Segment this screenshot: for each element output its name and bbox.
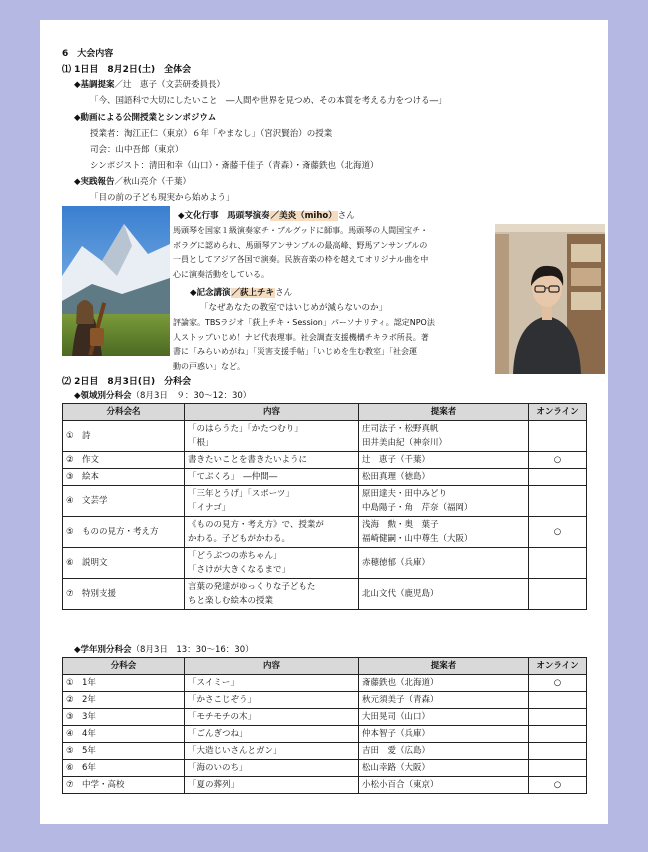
row-number: ② [66,455,74,465]
content-line: 書きたいことを書きたいように [188,455,308,465]
online-cell: ○ [529,517,587,548]
content-cell [185,421,359,452]
content-cell [185,486,359,517]
culture-performer-a: 馬頭琴演奏 [227,211,270,221]
presenter-cell: 大田晃司（山口） [359,709,529,726]
presenter-cell [359,469,529,486]
video-class-line: 授業者：淘江正仁（東京）６年「やまなし」（宮沢賢治）の授業 [90,129,333,139]
day1-heading: ⑴ 1日目 8月2日(土) 全体会 [62,65,192,75]
grade-name: 中学・高校 [82,780,125,790]
grade-cell [63,709,185,726]
table-row [63,709,587,726]
lecture-line: 書に「みらいめがね」「災害支援手帖」「いじめを生む教室」「社会運 [173,347,417,356]
culture-performer-b: ／美炎（miho） [270,211,337,221]
table-row [63,452,587,469]
content-line: 「てぶくろ」 ―仲間― [188,472,278,482]
header-cell: 提案者 [359,658,529,675]
row-number: ① [66,431,74,441]
practice-label: ◆実践報告 [74,177,115,187]
online-cell [529,692,587,709]
section-title: 大会内容 [77,49,114,59]
session-name: 作文 [82,455,100,465]
grade-cell [63,726,185,743]
table-row [63,469,587,486]
content-line: 「三年とうげ」「スポーツ」 [188,489,294,499]
lecture-speaker: ／荻上チキ [231,288,275,298]
row-number: ⑦ [66,780,74,790]
header-cell: オンライン [529,404,587,421]
presenter-line: 辻 恵子（千葉） [362,455,431,465]
grade-cell [63,692,185,709]
presenter-cell: 秋元須美子（青森） [359,692,529,709]
keynote-presenter: ／辻 恵子（文芸研委員長） [114,80,226,90]
presenter-cell: 吉田 愛（広島） [359,743,529,760]
grade-name: 6年 [82,763,96,773]
culture-label: ◆文化行事 [178,211,219,221]
content-line: 言葉の発達がゆっくりな子どもた [188,582,316,592]
session-name-cell [63,486,185,517]
header-cell: 分科会名 [63,404,185,421]
presenter-line: 原田達夫・田中みどり [362,489,448,499]
lecture-line: 動の戸惑い」など。 [173,361,245,371]
presenter-cell: 仲本智子（兵庫） [359,726,529,743]
domain-time: （8月3日 ９：30〜12：30） [131,391,252,401]
row-number: ③ [66,712,74,722]
video-mc-line: 司会：山中吾郎（東京） [90,145,184,155]
culture-line: 馬頭琴を国家１級演奏家チ・ブルグッドに師事。馬頭琴の人間国宝チ・ [173,226,429,235]
grade-heading: ◆学年別分科会 [74,645,132,655]
content-cell: 「夏の葬列」 [185,777,359,794]
table-row [63,760,587,777]
grade-name: 1年 [82,678,96,688]
content-line: 「根」 [188,438,214,448]
video-label: ◆動画による公開授業とシンポジウム [74,113,217,123]
online-cell [529,421,587,452]
grade-name: 4年 [82,729,96,739]
presenter-line: 田井美由紀（神奈川） [362,438,448,448]
online-cell [529,579,587,610]
grade-heading-line [74,643,254,655]
content-cell [185,579,359,610]
header-cell: 内容 [185,658,359,675]
practice-title: 「目の前の子ども現実から始めよう」 [90,193,235,203]
culture-line: 一員としてアジア各国で演奏。民族音楽の枠を越えてオリジナル曲を中 [173,255,429,264]
online-cell [529,548,587,579]
table-row [63,692,587,709]
keynote-label: ◆基調提案 [74,80,115,90]
content-line: 「どうぶつの赤ちゃん」 [188,551,282,561]
grade-name: 5年 [82,746,96,756]
session-name: 特別支援 [82,589,117,599]
domain-heading: ◆領域別分科会 [74,391,132,401]
presenter-cell [359,486,529,517]
session-name-cell [63,421,185,452]
online-cell [529,486,587,517]
header-cell: オンライン [529,658,587,675]
presenter-cell: 松山幸路（大阪） [359,760,529,777]
speaker-photo [495,224,605,374]
content-cell: 「かさこじぞう」 [185,692,359,709]
grade-name: 3年 [82,712,96,722]
lecture-label: ◆記念講演 [190,288,231,298]
practice-line [74,175,191,187]
keynote-line [74,78,225,90]
culture-line: 心に演奏活動をしている。 [173,269,269,279]
session-name: 詩 [82,431,91,441]
presenter-line: 福崎健嗣・山中尊生（大阪） [362,534,473,544]
session-name-cell [63,517,185,548]
practice-presenter: ／秋山亮介（千葉） [114,177,192,187]
presenter-cell [359,579,529,610]
session-name-cell [63,548,185,579]
lecture-line: 人ストップいじめ！ナビ代表理事。社会調査支援機構チキラボ所長。著 [173,332,429,342]
online-cell [529,709,587,726]
row-number: ⑥ [66,558,74,568]
content-cell: 「大造じいさんとガン」 [185,743,359,760]
content-line: 「イナゴ」 [188,503,231,513]
grade-cell [63,743,185,760]
presenter-line: 庄司法子・松野真帆 [362,424,439,434]
row-number: ⑤ [66,746,74,756]
table-header-row [63,658,587,675]
table-row [63,548,587,579]
document-page [40,20,608,824]
grade-name: 2年 [82,695,96,705]
presenter-cell [359,452,529,469]
session-name: 説明文 [82,558,108,568]
header-cell: 内容 [185,404,359,421]
online-cell: ○ [529,675,587,692]
table-row [63,675,587,692]
online-cell: ○ [529,777,587,794]
presenter-cell [359,548,529,579]
content-cell [185,469,359,486]
row-number: ③ [66,472,74,482]
session-name-cell [63,452,185,469]
content-line: 「のはらうた」「かたつむり」 [188,424,303,434]
table-row [63,517,587,548]
content-cell: 「海のいのち」 [185,760,359,777]
content-cell: 「ごんぎつね」 [185,726,359,743]
content-line: ちと楽しむ絵本の授業 [188,596,274,606]
header-cell: 分科会 [63,658,185,675]
row-number: ⑤ [66,527,74,537]
session-name: 文芸学 [82,496,108,506]
header-cell: 提案者 [359,404,529,421]
keynote-title: 「今、国語科で大切にしたいこと ―人間や世界を見つめ、その本質を考える力をつける―」 [90,96,447,106]
online-cell [529,469,587,486]
row-number: ⑦ [66,589,74,599]
online-cell: ○ [529,452,587,469]
domain-heading-line [74,389,251,401]
content-line: 《ものの見方・考え方》で、授業が [188,520,324,530]
row-number: ① [66,678,74,688]
culture-heading [178,209,355,221]
session-name: ものの見方・考え方 [82,527,159,537]
online-cell [529,743,587,760]
lecture-suffix: さん [275,288,293,298]
table-row [63,777,587,794]
video-panel-line: シンポジスト：清田和幸（山口）・斎藤千佳子（青森）・斎藤鉄也（北海道） [90,161,379,171]
row-number: ② [66,695,74,705]
lecture-line: 評論家。TBSラジオ「荻上チキ・Session」パーソナリティ。認定NPO法 [173,318,435,327]
culture-suffix: さん [337,211,355,221]
table-row [63,421,587,452]
content-cell [185,452,359,469]
table-row [63,579,587,610]
presenter-cell [359,421,529,452]
culture-description [173,224,428,282]
day2-heading: ⑵ 2日目 8月3日(日) 分科会 [62,377,192,387]
grade-table [62,657,587,794]
online-cell [529,726,587,743]
content-line: かわる。子どもがかわる。 [188,534,291,544]
session-name-cell [63,579,185,610]
content-line: 「さけが大きくなるまで」 [188,565,291,575]
presenter-line: 赤穂徳郁（兵庫） [362,558,431,568]
session-name-cell [63,469,185,486]
content-cell [185,517,359,548]
table-row [63,726,587,743]
lecture-description [173,316,435,374]
presenter-line: 中島陽子・角 芹奈（福岡） [362,503,473,513]
row-number: ④ [66,496,74,506]
content-cell: 「モチモチの木」 [185,709,359,726]
content-cell [185,548,359,579]
content-cell: 「スイミー」 [185,675,359,692]
table-header-row [63,404,587,421]
domain-table [62,403,587,610]
presenter-line: 北山文代（鹿児島） [362,589,439,599]
row-number: ⑥ [66,763,74,773]
presenter-line: 浅海 勲・奥 葉子 [362,520,439,530]
presenter-line: 松田真理（徳島） [362,472,431,482]
row-number: ④ [66,729,74,739]
lecture-title: 「なぜあなたの教室ではいじめが減らないのか」 [200,303,388,313]
presenter-cell: 斎藤鉄也（北海道） [359,675,529,692]
performer-photo [62,206,170,356]
culture-line: ボラグに認められ、馬頭琴アンサンブルの最高峰、野馬アンサンブルの [173,240,428,250]
session-name: 絵本 [82,472,100,482]
table-row [63,486,587,517]
grade-cell [63,675,185,692]
section-heading [62,46,113,59]
online-cell [529,760,587,777]
grade-cell [63,777,185,794]
section-number: 6 [62,49,69,59]
presenter-cell [359,517,529,548]
presenter-cell: 小松小百合（東京） [359,777,529,794]
grade-cell [63,760,185,777]
grade-time: （8月3日 13：30〜16：30） [131,645,254,655]
table-row [63,743,587,760]
lecture-heading [190,286,292,298]
